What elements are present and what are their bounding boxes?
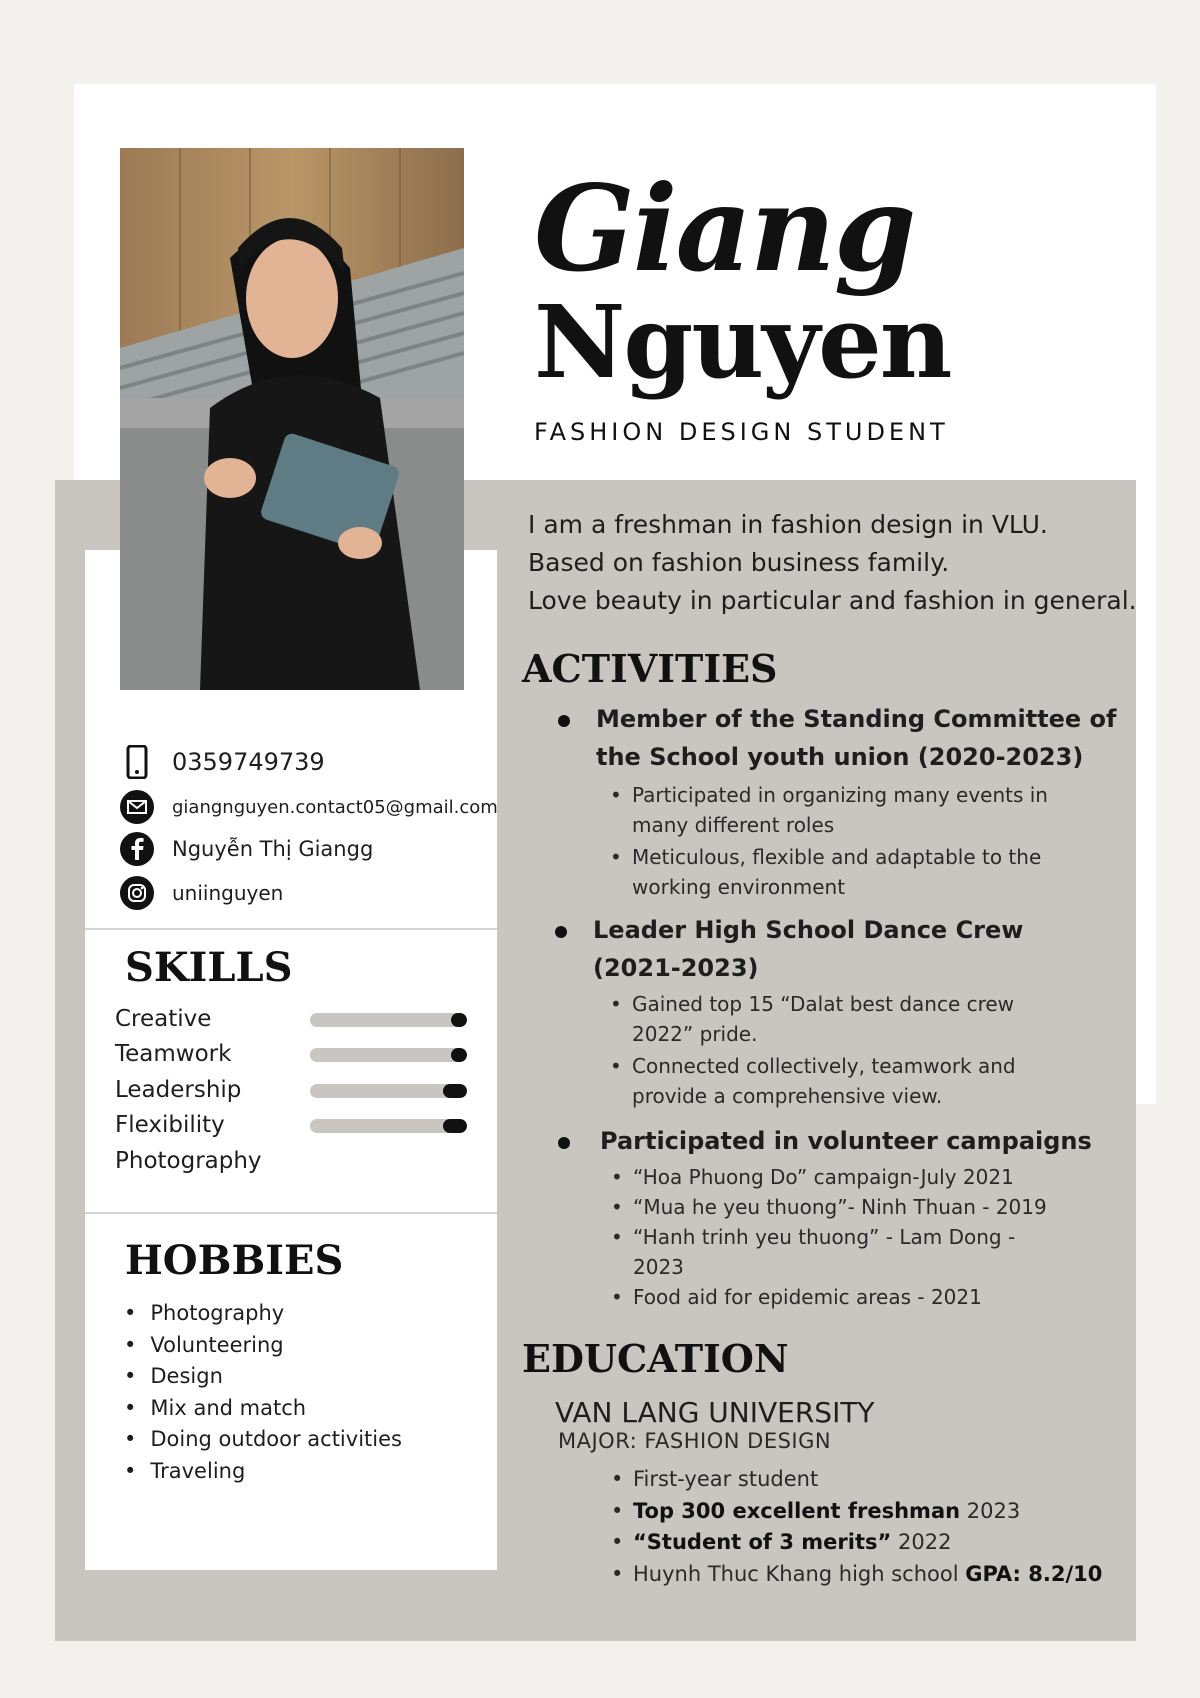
activity-title: the School youth union (2020-2023) — [596, 743, 1084, 771]
activity-detail: • Participated in organizing many events in many different roles — [610, 780, 1117, 840]
bullet-icon — [555, 926, 567, 938]
hobby-item: • Doing outdoor activities — [124, 1424, 402, 1456]
skill-bar — [310, 1013, 467, 1027]
education-heading: EDUCATION — [522, 1336, 789, 1381]
last-name: Nguyen — [534, 283, 951, 401]
activity-title: (2021-2023) — [593, 954, 759, 982]
activity-details — [610, 780, 1117, 902]
education-details — [611, 1464, 1102, 1590]
profile-photo — [120, 148, 464, 690]
hobby-item: • Photography — [124, 1298, 402, 1330]
section-divider — [85, 928, 497, 930]
activity-title: Leader High School Dance Crew — [593, 911, 1023, 949]
skill-bar — [310, 1119, 467, 1133]
skill-row — [115, 1041, 467, 1075]
skill-row — [115, 1006, 467, 1040]
bullet-icon — [558, 715, 570, 727]
bullet-icon — [558, 1137, 570, 1149]
activity-item — [593, 911, 1023, 1111]
activity-item — [600, 1122, 1092, 1312]
about-line: Love beauty in particular and fashion in general. — [528, 586, 1137, 615]
about-line: Based on fashion business family. — [528, 548, 950, 577]
skill-row — [115, 1112, 467, 1146]
skill-label: Flexibility — [115, 1112, 225, 1138]
university-name: VAN LANG UNIVERSITY — [555, 1396, 875, 1429]
contact-instagram — [120, 876, 283, 910]
facebook-icon — [120, 832, 154, 866]
hobby-item: • Traveling — [124, 1456, 402, 1488]
skill-label: Creative — [115, 1006, 212, 1032]
activity-detail: • Connected collectively, teamwork and provide a comprehensive view. — [610, 1051, 1023, 1111]
skill-bar — [310, 1048, 467, 1062]
activity-item — [596, 700, 1117, 902]
about-line: I am a freshman in fashion design in VLU. — [528, 510, 1048, 539]
phone-icon — [120, 745, 154, 779]
education-item: • Top 300 excellent freshman 2023 — [611, 1496, 1102, 1528]
first-name: Giang — [534, 159, 915, 298]
skill-fill — [451, 1048, 467, 1062]
email-address[interactable]: giangnguyen.contact05@gmail.com — [172, 796, 498, 818]
skill-label: Photography — [115, 1148, 262, 1174]
about-summary — [528, 506, 1137, 620]
contact-facebook — [120, 832, 373, 866]
activity-title: Member of the Standing Committee of — [596, 700, 1117, 738]
activity-detail: • Meticulous, flexible and adaptable to the working environment — [610, 842, 1117, 902]
activity-detail: • “Hanh trinh yeu thuong” - Lam Dong - 2023 — [611, 1222, 1092, 1282]
activity-details — [610, 989, 1023, 1111]
activities-heading: ACTIVITIES — [522, 646, 778, 691]
hobby-item: • Mix and match — [124, 1393, 402, 1425]
instagram-handle[interactable]: uniinguyen — [172, 881, 284, 905]
phone-number: 0359749739 — [172, 748, 325, 776]
hobby-item: • Volunteering — [124, 1330, 402, 1362]
skill-bar — [310, 1084, 467, 1098]
contact-email — [120, 790, 498, 824]
skill-label: Teamwork — [115, 1041, 232, 1067]
activity-title: Participated in volunteer campaigns — [600, 1122, 1092, 1160]
skill-label: Leadership — [115, 1077, 242, 1103]
activity-detail: • Gained top 15 “Dalat best dance crew 2022” pride. — [610, 989, 1023, 1049]
activity-detail: • “Mua he yeu thuong”- Ninh Thuan - 2019 — [611, 1192, 1092, 1222]
skill-fill — [451, 1013, 467, 1027]
activity-detail: • Food aid for epidemic areas - 2021 — [611, 1282, 1092, 1312]
hobbies-list — [124, 1298, 402, 1487]
hobby-item: • Design — [124, 1361, 402, 1393]
skill-fill — [443, 1119, 467, 1133]
education-item: • First-year student — [611, 1464, 1102, 1496]
instagram-icon — [120, 876, 154, 910]
job-title: FASHION DESIGN STUDENT — [534, 418, 949, 446]
activity-details — [611, 1162, 1092, 1312]
contact-phone — [120, 745, 325, 779]
email-icon — [120, 790, 154, 824]
section-divider — [85, 1212, 497, 1214]
education-item: • “Student of 3 merits” 2022 — [611, 1527, 1102, 1559]
hobbies-heading: HOBBIES — [125, 1237, 344, 1284]
activity-detail: • “Hoa Phuong Do” campaign-July 2021 — [611, 1162, 1092, 1192]
facebook-name[interactable]: Nguyễn Thị Giangg — [172, 837, 374, 861]
skill-fill — [443, 1084, 467, 1098]
skill-row — [115, 1077, 467, 1111]
skill-row — [115, 1148, 467, 1182]
major: MAJOR: FASHION DESIGN — [558, 1429, 832, 1453]
skills-heading: SKILLS — [125, 944, 293, 991]
education-item: • Huynh Thuc Khang high school GPA: 8.2/10 — [611, 1559, 1102, 1591]
